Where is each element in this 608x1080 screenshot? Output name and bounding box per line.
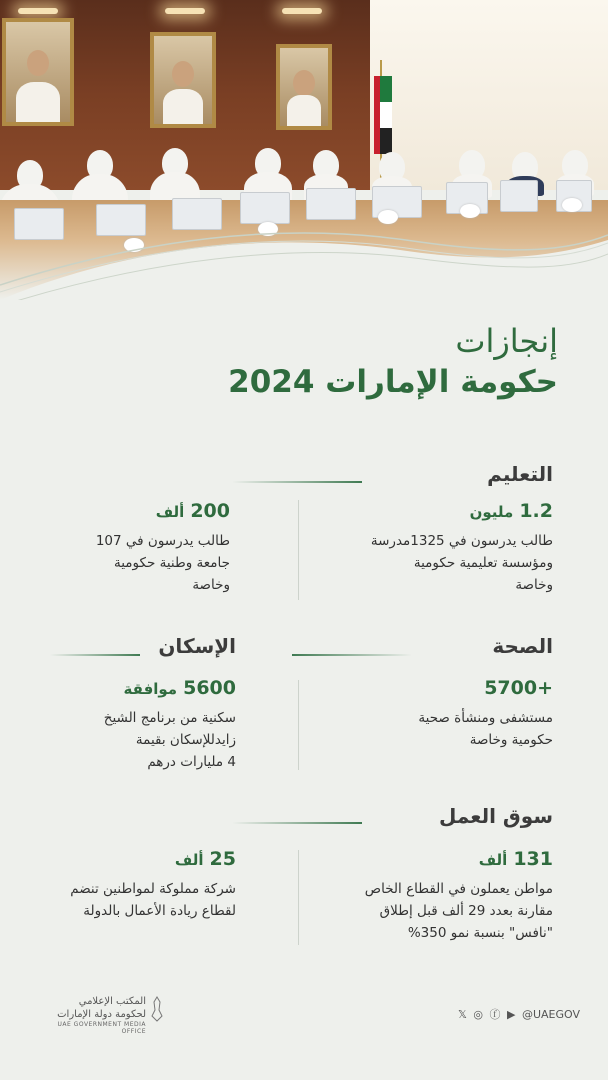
stat-value: 200	[190, 500, 230, 522]
portrait-frame	[150, 32, 216, 128]
x-icon[interactable]: 𝕏	[458, 1008, 467, 1021]
falcon-emblem-icon	[150, 996, 164, 1022]
housing-stat-desc	[46, 707, 236, 773]
desc-line: مقارنة بعدد 29 ألف قبل إطلاق	[379, 903, 553, 919]
desc-line: سكنية من برنامج الشيخ	[103, 710, 236, 726]
desc-line: وخاصة	[515, 577, 553, 593]
desc-line: طالب يدرسون في 1325مدرسة	[370, 533, 553, 549]
labor-stat-companies-desc	[46, 878, 236, 922]
desc-line: زايدللإسكان بقيمة	[135, 732, 236, 748]
title-line-2: حكومة الإمارات 2024	[228, 364, 558, 400]
stat-unit: ألف	[174, 851, 204, 869]
column-divider	[298, 680, 299, 770]
facebook-icon[interactable]: ⓕ	[489, 1008, 501, 1021]
stat-value: 1.2	[519, 500, 553, 522]
labor-stat-companies	[175, 848, 236, 870]
education-stat-university	[156, 500, 230, 522]
labor-stat-citizens-desc	[333, 878, 553, 944]
stat-value: +5700	[484, 677, 553, 699]
social-handle-text[interactable]: @UAEGOV	[521, 1008, 580, 1021]
logo-arabic-line-1: المكتب الإعلامي	[78, 996, 146, 1007]
section-heading-housing: الإسكان	[158, 634, 236, 658]
instagram-icon[interactable]: ◎	[473, 1008, 483, 1021]
ceiling-lamp	[282, 8, 322, 14]
desc-line: "نافس" بنسبة نمو 350%	[407, 925, 553, 941]
desc-line: 4 مليارات درهم	[147, 754, 236, 770]
uae-flag	[374, 76, 392, 154]
section-heading-labor: سوق العمل	[439, 804, 553, 828]
health-stat	[484, 677, 553, 699]
portrait-frame	[276, 44, 332, 130]
desc-line: مواطن يعملون في القطاع الخاص	[364, 881, 553, 897]
stat-unit: مليون	[469, 503, 514, 521]
ceiling-lamp	[18, 8, 58, 14]
education-stat-students	[470, 500, 553, 522]
stat-unit: ألف	[478, 851, 508, 869]
logo-arabic-line-2: لحكومة دولة الإمارات	[57, 1009, 146, 1020]
stat-value: 25	[209, 848, 236, 870]
desc-line: شركة مملوكة لمواطنين تنضم	[70, 881, 236, 897]
section-divider	[50, 654, 140, 656]
decorative-wave	[0, 210, 608, 300]
laptop	[500, 180, 538, 212]
section-divider	[292, 654, 412, 656]
stat-unit: ألف	[155, 503, 185, 521]
labor-stat-citizens	[479, 848, 553, 870]
stat-unit: موافقة	[123, 680, 178, 698]
title-line-1: إنجازات	[455, 322, 558, 360]
cabinet-meeting-photo	[0, 0, 608, 300]
logo-english: UAE GOVERNMENT MEDIA OFFICE	[57, 1021, 146, 1035]
desc-line: لقطاع ريادة الأعمال بالدولة	[83, 903, 236, 919]
section-heading-health: الصحة	[492, 634, 553, 658]
education-stat-students-desc	[343, 530, 553, 596]
media-office-logo	[46, 995, 146, 1035]
desc-line: ومؤسسة تعليمية حكومية	[413, 555, 553, 571]
youtube-icon[interactable]: ▶	[506, 1008, 516, 1021]
section-divider	[232, 481, 362, 483]
portrait-frame	[2, 18, 74, 126]
desc-line: طالب يدرسون في 107	[95, 533, 230, 549]
education-stat-university-desc	[50, 530, 230, 596]
column-divider	[298, 500, 299, 600]
desc-line: جامعة وطنية حكومية	[114, 555, 230, 571]
desc-line: مستشفى ومنشأة صحية	[418, 710, 553, 726]
housing-stat	[124, 677, 236, 699]
health-stat-desc	[343, 707, 553, 751]
stat-value: 5600	[183, 677, 236, 699]
section-divider	[232, 822, 362, 824]
stat-value: 131	[513, 848, 553, 870]
section-heading-education: التعليم	[487, 462, 553, 486]
column-divider	[298, 850, 299, 945]
ceiling-lamp	[165, 8, 205, 14]
desc-line: حكومية وخاصة	[469, 732, 553, 748]
social-handles	[458, 1006, 583, 1022]
desc-line: وخاصة	[192, 577, 230, 593]
